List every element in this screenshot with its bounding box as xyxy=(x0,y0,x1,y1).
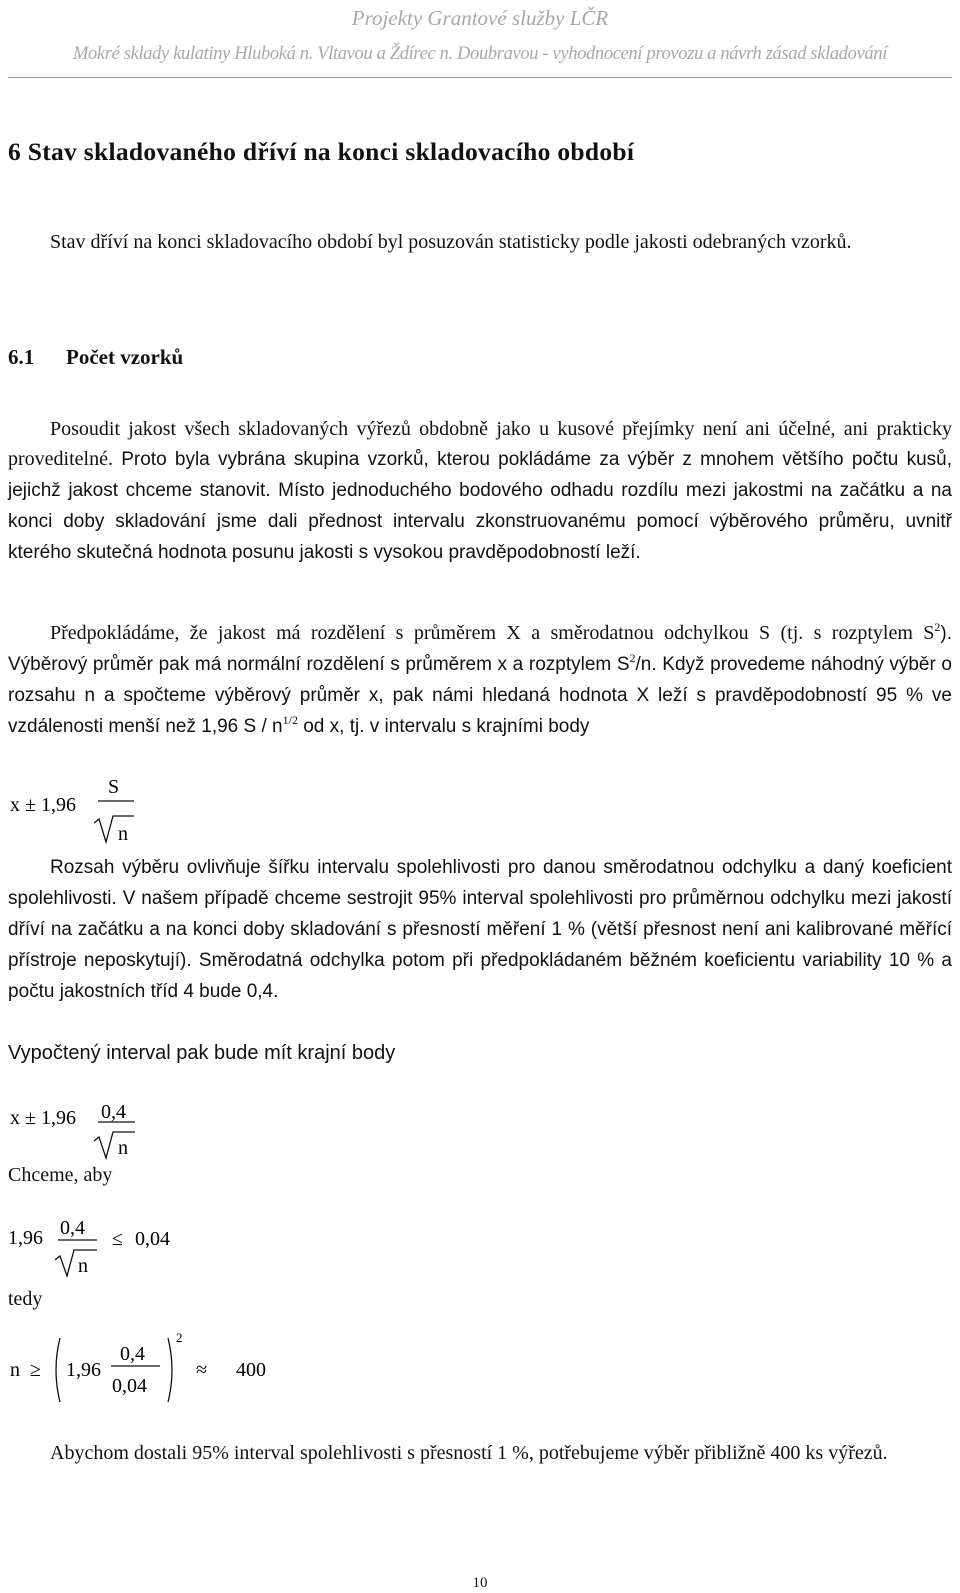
f2-sqrt-sign xyxy=(94,1132,135,1158)
f4-left-paren xyxy=(56,1338,60,1402)
subsection-number: 6.1 xyxy=(8,345,35,369)
f2-lhs: x ± 1,96 xyxy=(10,1107,76,1129)
f3-relation: ≤ xyxy=(112,1228,123,1250)
f4-right-paren xyxy=(168,1338,172,1402)
paragraph-conclusion xyxy=(8,1438,952,1468)
calc-line: Vypočtený interval pak bude mít krajní body xyxy=(8,1042,396,1064)
p2-part-a: Předpokládáme, že jakost má rozdělení s průměrem X a směrodatnou odchylkou S (tj. s rozptylem S xyxy=(50,622,935,644)
running-header-subtitle: Mokré sklady kulatiny Hluboká n. Vltavou a Ždírec n. Doubravou - vyhodnocení provozu a návrh zásad skladování xyxy=(72,44,888,64)
paragraph-confidence xyxy=(8,852,952,1007)
page-number: 10 xyxy=(472,1575,488,1591)
formula-condition xyxy=(8,1204,228,1284)
p2-sup-3: 1/2 xyxy=(282,713,298,727)
f1-lhs: x ± 1,96 xyxy=(10,794,76,816)
section-heading: 6 Stav skladovaného dříví na konci skladovacího období xyxy=(8,137,635,166)
so-line: tedy xyxy=(8,1288,43,1310)
f1-sqrt-sign xyxy=(94,816,134,842)
f4-result: 400 xyxy=(236,1359,266,1381)
f4-lhs: n xyxy=(10,1359,20,1381)
formula-interval-computed xyxy=(8,1088,208,1166)
f3-rhs: 0,04 xyxy=(135,1228,170,1250)
p2-sup-1: 2 xyxy=(934,620,941,634)
formula-sample-size xyxy=(8,1326,308,1412)
f3-sqrt-sign xyxy=(55,1250,97,1276)
f4-numerator: 0,4 xyxy=(120,1343,145,1365)
f4-relation: ≥ xyxy=(30,1359,41,1381)
paragraph-distribution xyxy=(8,618,952,742)
f2-denominator: n xyxy=(118,1137,128,1159)
f4-exponent: 2 xyxy=(176,1330,183,1345)
f3-lhs: 1,96 xyxy=(8,1227,43,1249)
p2-sup-2: 2 xyxy=(629,651,636,665)
p3-text: Rozsah výběru ovlivňuje šířku intervalu spolehlivosti pro danou směrodatnou odchylku a daný koeficient spolehlivosti. V našem případě chceme sestrojit 95% interval spolehlivosti pro průměrnou odchylku mezi jakostí dříví na začátku a na konci doby skladování s přesností měření 1 % (větší přesnost není ani kalibrované měřící přístroje neposkytují). Směrodatná odchylka potom při předpokládaném běžném koeficientu variability 10 % a počtu jakostních tříd 4 bude 0,4. xyxy=(8,857,952,1002)
want-line: Chceme, aby xyxy=(8,1164,113,1186)
subsection-heading xyxy=(8,345,183,370)
p2-part-d: od x, tj. v intervalu s krajními body xyxy=(297,716,590,737)
f3-numerator: 0,4 xyxy=(60,1217,85,1239)
intro-text: Stav dříví na konci skladovacího období byl posuzován statisticky podle jakosti odebraných vzorků. xyxy=(50,231,852,253)
section-intro xyxy=(8,227,952,257)
f2-numerator: 0,4 xyxy=(101,1101,126,1123)
subsection-title: Počet vzorků xyxy=(66,345,184,369)
f4-approx: ≈ xyxy=(196,1359,207,1381)
f1-denominator: n xyxy=(118,823,128,845)
p1-part-a: Posoudit jakost všech skladovaných výřezů obdobně jako u kusové přejímky není ani účelné, ani prakticky proveditelné. xyxy=(8,418,952,470)
f4-coefficient: 1,96 xyxy=(66,1359,101,1381)
conclusion-text: Abychom dostali 95% interval spolehlivosti s přesností 1 %, potřebujeme výběr přibližně 400 ks výřezů. xyxy=(50,1442,888,1464)
p1-part-b: Proto byla vybrána skupina vzorků, kterou pokládáme za výběr z mnohem většího počtu kusů, jejichž jakost chceme stanovit. xyxy=(8,449,952,501)
running-header-title: Projekty Grantové služby LČR xyxy=(351,6,609,30)
f1-numerator: S xyxy=(108,776,120,798)
p1-part-c: Místo jednoduchého bodového odhadu rozdílu mezi jakostmi na začátku a na konci doby skladování jsme dali přednost intervalu zkonstruovanému pomocí výběrového průměru, uvnitř kterého skutečná hodnota posunu jakosti s vysokou pravděpodobností leží. xyxy=(8,480,952,563)
paragraph-sampling xyxy=(8,414,952,568)
p2-part-b: ). Výběrový průměr pak má normální rozdělení s průměrem x a rozptylem S xyxy=(8,623,952,675)
f4-denominator: 0,04 xyxy=(112,1375,147,1397)
header-divider xyxy=(8,77,952,78)
formula-interval-general xyxy=(8,770,208,852)
p2-part-c: /n. Když provedeme náhodný výběr o rozsahu n a spočteme výběrový průměr x, pak námi hledaná hodnota X leží s pravděpodobností 95 % ve vzdálenosti menší než 1,96 S / n xyxy=(8,654,952,737)
f3-denominator: n xyxy=(78,1255,88,1277)
